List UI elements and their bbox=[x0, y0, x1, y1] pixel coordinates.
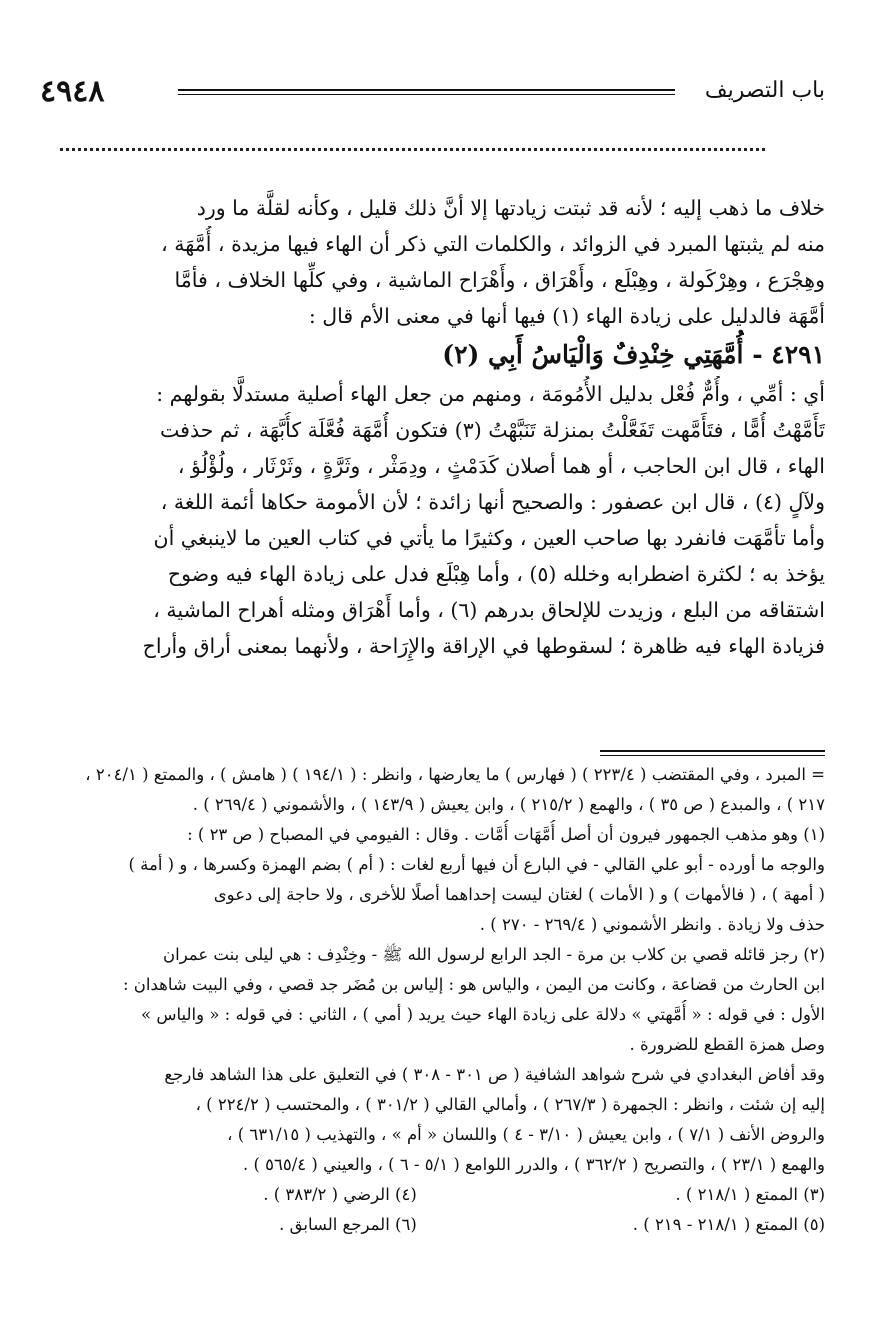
header-rule bbox=[178, 89, 675, 91]
footnote-line: حذف ولا زيادة . وانظر الأشموني ( ٢٦٩/٤ - ٢٧٠ ) . bbox=[479, 915, 825, 934]
page-number: ٤٩٤٨ bbox=[40, 74, 105, 109]
text-line: يؤخذ به ؛ لكثرة اضطرابه وخلله (٥) ، وأما هِبْلَع فدل على زيادة الهاء فيه وضوح bbox=[167, 562, 825, 586]
text-line: وهِجْرَع ، وهِرْكَولة ، وهِبْلَع ، وأَهْرَاق ، وأَهْرَاح الماشية ، وفي كلِّها الخلاف ، فأمَّا bbox=[174, 268, 825, 292]
text-line: اشتقاقه من البلع ، وزيدت للإلحاق بدرهم (٦) ، وأما أَهْرَاق ومثله أهراح الماشية ، bbox=[153, 598, 825, 622]
footnote-line: ٢١٧ ) ، والمبدع ( ص ٣٥ ) ، والهمع ( ٢١٥/٢ ) ، وابن يعيش ( ١٤٣/٩ ) ، والأشموني ( ٢٦٩/٤ ) . bbox=[192, 795, 825, 814]
text-line: ولآلٍ (٤) ، قال ابن عصفور : والصحيح أنها زائدة ؛ لأن الأمومة حكاها أئمة اللغة ، bbox=[160, 490, 825, 514]
footnote-line: وصل همزة القطع للضرورة . bbox=[629, 1035, 825, 1054]
footnote-4: (٤) الرضي ( ٣٨٣/٢ ) . bbox=[263, 1185, 417, 1204]
footnote-separator-thin bbox=[600, 755, 825, 756]
footnote-line: والهمع ( ٢٣/١ ) ، والتصريح ( ٣٦٢/٢ ) ، والدرر اللوامع ( ٥/١ - ٦ ) ، والعيني ( ٥٦٥/٤ ) . bbox=[242, 1155, 825, 1174]
text-line: أمَّهَة فالدليل على زيادة الهاء (١) فيها أنها في معنى الأم قال : bbox=[308, 304, 825, 328]
dotted-divider bbox=[60, 148, 765, 151]
footnote-line: = المبرد ، وفي المقتضب ( ٢٢٣/٤ ) ( فهارس ) ما يعارضها ، وانظر : ( ١٩٤/١ ) ( هامش ) ، والممتع ( ٢٠٤/١ ، bbox=[85, 765, 825, 784]
footnote-line: (٢) رجز قائله قصي بن كلاب بن مرة - الجد الرابع لرسول الله ﷺ - وخِنْدِف : هي ليلى بنت عمران bbox=[163, 945, 825, 964]
footnote-line: إليه إن شئت ، وانظر : الجمهرة ( ٢٦٧/٣ ) ، وأمالي القالي ( ٣٠١/٢ ) ، والمحتسب ( ٢٢٤/٢ ) ، bbox=[195, 1095, 825, 1114]
text-line: تَأَمَّهْتُ أُمًّا ، فتَأَمَّهت تَفَعَّلْتُ بمنزلة تَنَبَّهْتُ (٣) فتكون أُمَّهَة فُعَّلَة كأُبَّهَة ، ثم حذفت bbox=[160, 418, 825, 442]
page-header bbox=[40, 70, 825, 110]
footnotes bbox=[40, 760, 825, 1240]
footnote-line: ( أمهة ) ، ( فالأمهات ) و ( الأمات ) لغتان ليست إحداهما أصلًا للأخرى ، ولا حاجة إلى دعوى bbox=[213, 885, 825, 904]
footnote-5: (٥) الممتع ( ٢١٨/١ - ٢١٩ ) . bbox=[632, 1215, 825, 1234]
footnote-separator bbox=[600, 750, 825, 752]
footnote-line: والوجه ما أورده - أبو علي القالي - في البارع أن فيها أربع لغات : ( أم ) بضم الهمزة وكسرها ، و ( أمة ) bbox=[128, 855, 825, 874]
footnote-3: (٣) الممتع ( ٢١٨/١ ) . bbox=[675, 1185, 825, 1204]
footnote-line: والروض الأنف ( ٧/١ ) ، وابن يعيش ( ٣/١٠ - ٤ ) واللسان « أم » ، والتهذيب ( ٦٣١/١٥ ) ، bbox=[227, 1125, 825, 1144]
chapter-title: باب التصريف bbox=[704, 78, 825, 103]
footnote-line: وقد أفاض البغدادي في شرح شواهد الشافية ( ص ٣٠١ - ٣٠٨ ) في التعليق على هذا الشاهد فارجع bbox=[164, 1065, 825, 1084]
main-text bbox=[40, 190, 825, 664]
text-line: فزيادة الهاء فيه ظاهرة ؛ لسقوطها في الإراقة والإِرَاحة ، ولأنهما بمعنى أراق وأراح bbox=[142, 634, 825, 658]
text-line: وأما تأمَّهَت فانفرد بها صاحب العين ، وكثيرًا ما يأتي في كتاب العين ما لاينبغي أن bbox=[153, 526, 825, 550]
footnote-pair bbox=[40, 1180, 825, 1210]
poetry-verse: ٤٢٩١ - أُمَّهَتِي خِنْدِفٌ وَالْيَاسُ أَبِي (٢) bbox=[442, 340, 825, 369]
footnote-line: ابن الحارث من قضاعة ، وكانت من اليمن ، والياس هو : إلياس بن مُضَر جد قصي ، وفي البيت شاهدان : bbox=[122, 975, 825, 994]
footnote-pair bbox=[40, 1210, 825, 1240]
footnote-line: (١) وهو مذهب الجمهور فيرون أن أصل أُمَّهَات أُمَّات . وقال : الفيومي في المصباح ( ص ٢٣ ) : bbox=[187, 825, 825, 844]
footnote-6: (٦) المرجع السابق . bbox=[279, 1215, 417, 1234]
footnote-line: الأول : في قوله : « أُمَّهتي » دلالة على زيادة الهاء حيث يريد ( أمي ) ، الثاني : في قوله : « والياس » bbox=[141, 1005, 825, 1024]
text-line: الهاء ، قال ابن الحاجب ، أو هما أصلان كَدَمْثٍ ، ودِمَثْر ، وثَرَّةٍ ، وثَرْثَار ، ولُؤْلُؤ ، bbox=[177, 454, 825, 478]
header-rule-thin bbox=[178, 94, 675, 95]
text-line: أي : أمِّي ، وأُمٌّ فُعْل بدليل الأُمُومَة ، ومنهم من جعل الهاء أصلية مستدلًّا بقولهم : bbox=[156, 382, 825, 406]
text-line: = خلاف ما ذهب إليه ؛ لأنه قد ثبتت زيادتها إلا أنَّ ذلك قليل ، وكأنه لقلَّة ما ورد bbox=[40, 190, 825, 226]
text-line: منه لم يثبتها المبرد في الزوائد ، والكلمات التي ذكر أن الهاء فيها مزيدة ، أُمَّهَة ، bbox=[161, 232, 825, 256]
